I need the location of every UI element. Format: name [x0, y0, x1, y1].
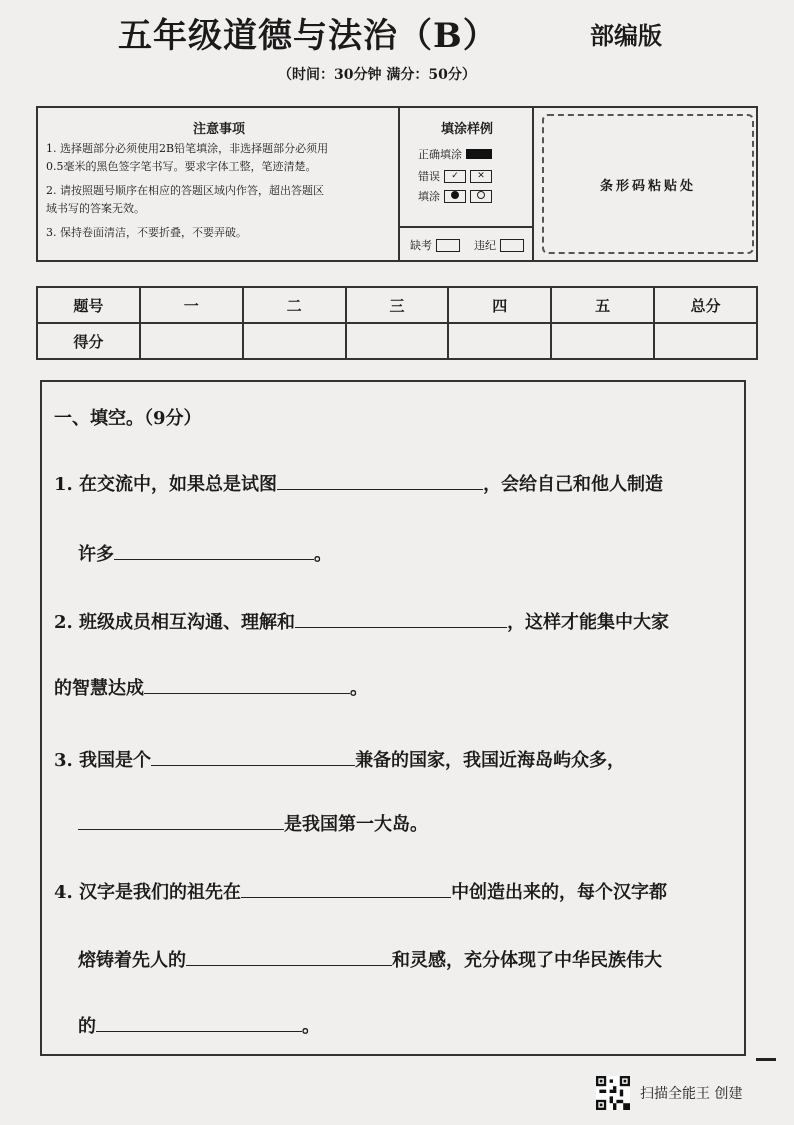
check-mark-icon: ✓	[444, 170, 466, 183]
violation-box[interactable]	[500, 239, 524, 252]
answer-blank[interactable]	[241, 879, 451, 898]
question-text: 中创造出来的，每个汉字都	[451, 882, 668, 903]
question-text: 的	[78, 1016, 96, 1037]
question-text: 。	[350, 678, 368, 699]
note-line: 域书写的答案无效。	[46, 202, 145, 215]
question-4-line-3	[78, 1012, 320, 1038]
question-text: 。	[302, 1016, 320, 1037]
absent-violation-row	[400, 226, 534, 262]
score-column-header: 五	[551, 287, 654, 323]
filled-dot-icon	[444, 190, 466, 203]
section-title: 一、填空。（9分）	[54, 408, 202, 429]
score-row-label: 得分	[37, 323, 140, 359]
notes-title: 注意事项	[192, 122, 245, 137]
hollow-circle-icon	[470, 190, 492, 203]
score-cell[interactable]	[243, 323, 346, 359]
exam-info-box	[36, 106, 758, 262]
correct-fill-row	[418, 146, 492, 162]
question-1-line-2	[78, 540, 332, 566]
score-column-header: 三	[346, 287, 449, 323]
question-3-line-2	[78, 810, 428, 836]
answer-blank[interactable]	[114, 541, 314, 560]
wrong-fill-label: 错误	[418, 170, 440, 183]
score-column-header: 二	[243, 287, 346, 323]
score-table-header-row	[37, 287, 757, 323]
violation-label: 违纪	[474, 239, 496, 252]
question-number-label: 题号	[37, 287, 140, 323]
answer-blank[interactable]	[96, 1013, 302, 1032]
fill-sample-title: 填涂样例	[440, 122, 493, 137]
fill-sample-panel	[400, 108, 534, 260]
question-text: 4. 汉字是我们的祖先在	[54, 882, 242, 903]
question-text: 2. 班级成员相互沟通、理解和	[54, 612, 296, 633]
question-2-line-1	[54, 608, 669, 634]
exam-meta: （时间：30分钟 满分：50分）	[278, 67, 476, 83]
score-column-header: 一	[140, 287, 243, 323]
dot-fill-label: 填涂	[418, 190, 440, 203]
note-line: 1. 选择题部分必须使用2B铅笔填涂，非选择题部分必须用	[46, 142, 329, 155]
correct-fill-label: 正确填涂	[418, 148, 462, 161]
question-2-line-2	[54, 674, 368, 700]
page-end-mark	[756, 1058, 776, 1061]
score-cell[interactable]	[140, 323, 243, 359]
cross-mark-icon: ✕	[470, 170, 492, 183]
total-score-header: 总分	[654, 287, 757, 323]
answer-blank[interactable]	[277, 471, 483, 490]
qr-code-icon	[596, 1076, 630, 1110]
answer-blank[interactable]	[295, 609, 507, 628]
question-text: 的智慧达成	[54, 678, 144, 699]
dot-fill-row	[418, 188, 492, 204]
edition-label: 部编版	[590, 21, 662, 50]
question-1-line-1	[54, 470, 663, 496]
question-4-line-1	[54, 878, 667, 904]
score-cell[interactable]	[448, 323, 551, 359]
scanner-watermark: 扫描全能王 创建	[640, 1086, 743, 1102]
note-line: 0.5毫米的黑色签字笔书写。要求字体工整，笔迹清楚。	[46, 160, 317, 173]
score-column-header: 四	[448, 287, 551, 323]
question-4-line-2	[78, 946, 662, 972]
question-text: 3. 我国是个	[54, 750, 152, 771]
question-text: 许多	[78, 544, 114, 565]
note-line: 2. 请按照题号顺序在相应的答题区域内作答，超出答题区	[46, 184, 324, 197]
total-score-cell[interactable]	[654, 323, 757, 359]
note-line: 3. 保持卷面清洁，不要折叠，不要弄破。	[46, 226, 247, 239]
question-text: ，会给自己和他人制造	[483, 474, 664, 495]
score-row	[37, 323, 757, 359]
answer-blank[interactable]	[186, 947, 392, 966]
question-text: 兼备的国家，我国近海岛屿众多，	[355, 750, 626, 771]
question-text: 熔铸着先人的	[78, 950, 186, 971]
fill-in-section	[40, 380, 746, 1056]
barcode-label: 条形码粘贴处	[599, 178, 696, 194]
exam-title: 五年级道德与法治（B）	[118, 16, 498, 56]
question-text: ，这样才能集中大家	[507, 612, 670, 633]
notes-panel	[38, 108, 400, 260]
answer-blank[interactable]	[78, 811, 284, 830]
absent-label: 缺考	[410, 239, 432, 252]
question-text: 和灵感，充分体现了中华民族伟大	[392, 950, 662, 971]
score-table	[36, 286, 758, 360]
barcode-sticker-area	[542, 114, 754, 254]
answer-blank[interactable]	[151, 747, 355, 766]
score-cell[interactable]	[346, 323, 449, 359]
question-text: 是我国第一大岛。	[284, 814, 428, 835]
question-text: 。	[314, 544, 332, 565]
question-text: 1. 在交流中，如果总是试图	[54, 474, 278, 495]
absent-box[interactable]	[436, 239, 460, 252]
wrong-fill-row	[418, 168, 492, 184]
answer-blank[interactable]	[144, 675, 350, 694]
score-cell[interactable]	[551, 323, 654, 359]
filled-mark-icon	[466, 149, 492, 159]
question-3-line-1	[54, 746, 625, 772]
